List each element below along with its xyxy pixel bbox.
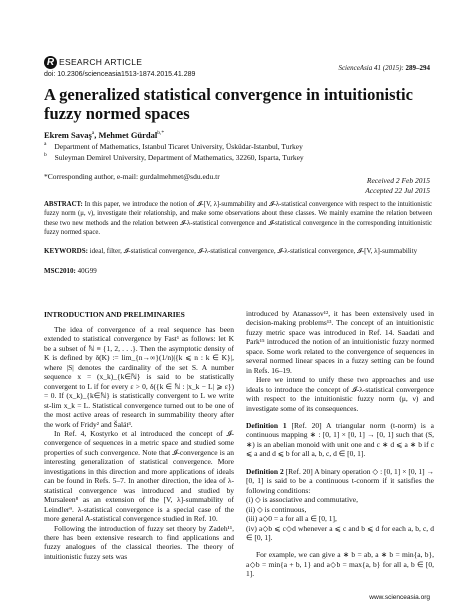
accepted-date: Accepted 22 Jul 2015 (365, 186, 430, 195)
author-affiliation-mark: a (91, 130, 95, 137)
affiliation-b (44, 152, 304, 162)
paragraph: Following the introduction of fuzzy set theory by Zadeh¹¹, there has been extensive research to find applications and fuzzy analogues of the classical theories. The theory of intuitionistic fuzzy sets was (44, 523, 234, 561)
list-item: (iii) a◇0 = a for all a ∈ [0, 1], (246, 514, 337, 524)
paragraph: Here we intend to unify these two approaches and use ideals to introduce the concept of 𝓘-λ-statistical convergence with respect to the intuitionistic fuzzy norm (μ, ν) and investigate some of its consequences. (246, 375, 434, 413)
author-name: Ekrem Savaş (44, 130, 92, 140)
msc-text: 40G99 (75, 267, 97, 275)
journal-name: ScienceAsia 41 (2015): (338, 64, 406, 72)
affiliation-text: Suleyman Demirel University, Department of Mathematics, 32260, Isparta, Turkey (54, 152, 304, 162)
keywords (44, 247, 432, 256)
definition-1 (246, 421, 434, 459)
list-item: (iv) a◇b ⩽ c◇d whenever a ⩽ c and b ⩽ d for each a, b, c, d ∈ [0, 1]. (246, 523, 434, 542)
list-item: (ii) ◇ is continuous, (246, 504, 307, 514)
doi-link[interactable]: doi: 10.2306/scienceasia1513-1874.2015.41.289 (44, 71, 196, 78)
list-item: (i) ◇ is associative and commutative, (246, 495, 358, 505)
left-column (44, 325, 234, 561)
journal-url[interactable]: www.scienceasia.org (369, 594, 430, 601)
author-name: , Mehmet Gürdal (94, 130, 158, 140)
abstract-text: In this paper, we introduce the notion of 𝓘-[V, λ]-summability and 𝓘-λ-statistical convergence with respect to the intuitionistic fuzzy norm (μ, ν), investigate their relationship, and make some observations about these classes. We mainly examine the relation between these two new methods and the relation between 𝓘-λ-statistical convergence and 𝓘-statistical convergence in the corresponding intuitionistic fuzzy normed space. (44, 201, 432, 236)
keywords-text: ideal, filter, 𝓘-statistical convergence, 𝓘-λ-statistical convergence, 𝓘-λ-statistical convergence, 𝓘-[V, λ]-summability (87, 247, 418, 255)
msc-label: MSC2010: (44, 267, 76, 275)
paragraph: In Ref. 4, Kostyrko et al introduced the concept of 𝓘-convergence of sequences in a metric space and studied some properties of such convergence. Note that 𝓘-convergence is an interesting generalization of statistical convergence. More investigations in this direction and more applications of ideals can be found in Refs. 5–7. In another direction, the idea of λ-statistical convergence was introduced and studied by Mursaleen⁸ as an extension of the [V, λ]-summability of Leindler⁹. λ-statistical convergence is a special case of the more general A-statistical convergence studied in Ref. 10. (44, 428, 234, 524)
msc-classification (44, 267, 97, 275)
paragraph: introduced by Atanassov¹², it has been extensively used in decision-making problems¹³. The concept of an intuitionistic fuzzy metric space was introduced in Ref. 14. Saadati and Park¹⁵ introduced the notion of an intuitionistic fuzzy normed space. Some work related to the convergence of sequences in several normed linear spaces in a fuzzy setting can be found in Refs. 16–19. (246, 309, 434, 375)
definition-2 (246, 467, 434, 495)
definition-text: [Ref. 20] A triangular norm (t-norm) is a continuous mapping ∗ : [0, 1] × [0, 1] → [0, 1] such that (S, ∗) is an abelian monoid with unit one and c ∗ d ⩽ a ∗ b if c ⩽ a and d ⩽ b for all a, b, c, d ∈ [0, 1]. (246, 420, 434, 459)
journal-pages: 289–294 (405, 64, 430, 72)
affiliation-text: Department of Mathematics, Istanbul Ticaret University, Üsküdar-Istanbul, Turkey (54, 141, 303, 151)
journal-citation (338, 64, 430, 72)
abstract-label: ABSTRACT: (44, 201, 83, 208)
section-heading: INTRODUCTION AND PRELIMINARIES (44, 310, 185, 319)
author-affiliation-mark: b,* (157, 130, 165, 137)
definition-label: Definition 1 (246, 420, 287, 430)
corresponding-author: *Corresponding author, e-mail: gurdalmehmet@sdu.edu.tr (44, 172, 220, 181)
journal-logo-icon: R (44, 56, 57, 69)
abstract (44, 200, 432, 237)
article-type-label: ESEARCH ARTICLE (59, 57, 143, 67)
right-column (246, 309, 434, 579)
affiliation-mark: a (44, 141, 47, 147)
definition-label: Definition 2 (246, 466, 284, 476)
received-date: Received 2 Feb 2015 (366, 176, 430, 185)
affiliation-mark: b (44, 152, 47, 158)
affiliation-a (44, 141, 303, 151)
definition-text: [Ref. 20] A binary operation ◇ : [0, 1] × [0, 1] → [0, 1] is said to be a continuous t-conorm if it satisfies the following conditions: (246, 466, 434, 495)
keywords-label: KEYWORDS: (44, 247, 88, 255)
paragraph: The idea of convergence of a real sequence has been extended to statistical convergence by Fast¹ as follows: let K be a subset of ℕ ≡ {1, 2, . . .}. Then the asymptotic density of K is defined by δ(K) := lim_{n→∞}(1/n)|{k ⩽ n : k ∈ K}|, where |S| denotes the cardinality of the set S. A number sequence x = (x_k)_{k∈ℕ} is said to be statistically convergent to L if for every ε > 0, δ({k ∈ ℕ : |x_k − L| ⩾ ε}) = 0. If (x_k)_{k∈ℕ} is statistically convergent to L we write st-lim x_k = L. Statistical convergence turned out to be one of the most active areas of research in summability theory after the work of Fridy² and Šalát³. (44, 325, 234, 429)
paragraph: For example, we can give a ∗ b = ab, a ∗ b = min{a, b}, a◇b = min{a + b, 1} and a◇b = max{a, b} for all a, b ∈ [0, 1]. (246, 550, 434, 579)
author-list (44, 130, 164, 140)
article-title: A generalized statistical convergence in intuitionistic fuzzy normed spaces (44, 85, 413, 123)
